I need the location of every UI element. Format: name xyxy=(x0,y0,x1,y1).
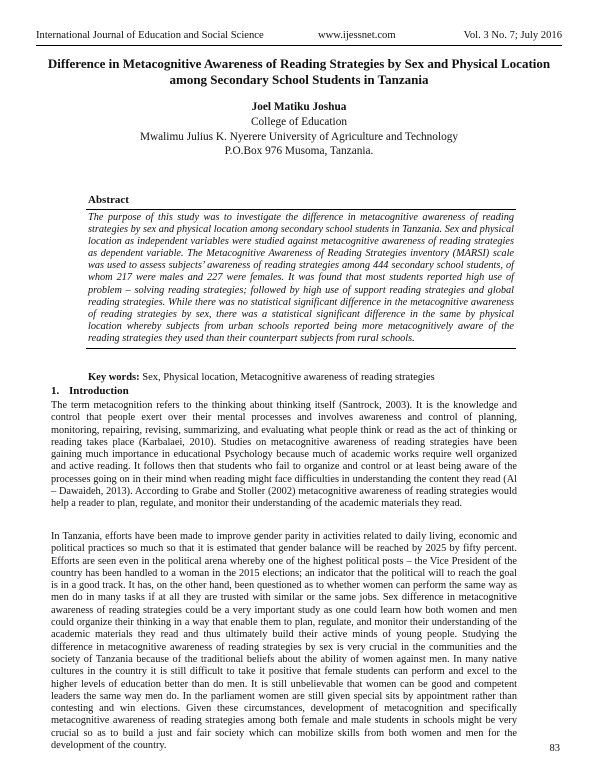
author-address: P.O.Box 976 Musoma, Tanzania. xyxy=(224,145,374,158)
author-institution: Mwalimu Julius K. Nyerere University of Agriculture and Technology xyxy=(139,130,459,143)
section-title: Introduction xyxy=(69,385,129,397)
keywords-text: Sex, Physical location, Metacognitive awareness of reading strategies xyxy=(142,372,435,383)
journal-name: International Journal of Education and Social Science xyxy=(36,30,264,41)
journal-issue: Vol. 3 No. 7; July 2016 xyxy=(463,30,562,41)
abstract-text: The purpose of this study was to investigate the difference in metacognitive awareness of reading strategies by sex and physical location among secondary school students in Tanzania. Sex and physical location as independent variables were studied against metacognitive awareness of reading strategies as dependent variable. The Metacognitive Awareness of Reading Strategies inventory (MARSI) scale was used to assess subjects’ awareness of reading strategies among 444 secondary school students, of whom 217 were males and 227 were females. It was found that most students reported high use of problem – solving reading strategies; followed by high use of support reading strategies and global reading strategies. While there was no statistical significant difference in the metacognitive awareness of reading strategies by sex, there was a statistical significant difference in the same by physical location whereby subjects from urban schools reported being more metacognitively aware of the reading strategies they used than their counterpart subjects from rural schools. xyxy=(88,212,514,344)
paper-title: Difference in Metacognitive Awareness of Reading Strategies by Sex and Physical Location among Secondary School Students in Tanzania xyxy=(47,56,551,87)
body-paragraph: The term metacognition refers to the thinking about thinking itself (Santrock, 2003). It is the knowledge and control that people exert over their mental processes and involves awareness and control of planning, monitoring, repairing, revising, summarizing, and evaluating what people think or read as the act of thinking or reading takes place (Karbalaei, 2010). Studies on metacognitive awareness of reading strategies have been gaining much importance in educational Psychology because much of academic works require well organized and active reading. It follows then that students who fail to organize and control or at least being aware of the processes going on in their mind when reading might face difficulties in understanding the content they read (Al – Dawaideh, 2013). According to Grabe and Stoller (2002) metacognitive awareness of reading strategies would help a reader to plan, regulate, and monitor their understanding of the academic materials they read. xyxy=(51,400,517,510)
body-paragraph: In Tanzania, efforts have been made to improve gender parity in activities related to daily living, economic and political practices so much so that it is estimated that gender balance will be reached by 2025 by fifty percent. Efforts are seen even in the political arena whereby one of the highest political posts – the Vice President of the country has been handled to a woman in the 2015 elections; an indicator that the political will to reach the goal is in a good track. It has, on the other hand, been questioned as to whether women can perform the same way as men do in many tasks if at all they are trusted with similar or the same jobs. Sex difference in metacognitive awareness of reading strategies could be a very important study as one could learn how both women and men could organize their thinking in a way that enable them to plan, regulate, and monitor their understanding of the academic materials they read and thus ultimately build their active minds of young people. Studying the difference in metacognitive awareness of reading strategies by sex is very crucial in the communities and the society of Tanzania because of the traditional beliefs about the ability of women against men. In many native cultures in the country it is still difficult to take it positive that female students can perform and excel to the higher levels of education better than do men. It is still unbelievable that women can be good and competent leaders the same way men do. In the parliament women are still given special sits by appointment rather than contesting and win elections. Given these circumstances, development of metacognition and specifically metacognitive awareness of reading strategies among both female and male students in schools might be very crucial so as to build a just and fair society which can mobilize skills from both women and men for the development of the country. xyxy=(51,531,517,752)
section-heading-introduction xyxy=(51,385,129,398)
author-block xyxy=(36,100,562,159)
header-rule xyxy=(36,45,562,46)
author-name: Joel Matiku Joshua xyxy=(251,101,347,113)
abstract-box xyxy=(86,209,516,349)
journal-website: www.ijessnet.com xyxy=(318,30,396,41)
keywords-line xyxy=(88,371,435,384)
author-department: College of Education xyxy=(251,115,347,128)
page-number: 83 xyxy=(549,743,560,754)
abstract-heading: Abstract xyxy=(88,194,129,206)
keywords-label: Key words: xyxy=(88,372,140,383)
section-number: 1. xyxy=(51,385,60,397)
